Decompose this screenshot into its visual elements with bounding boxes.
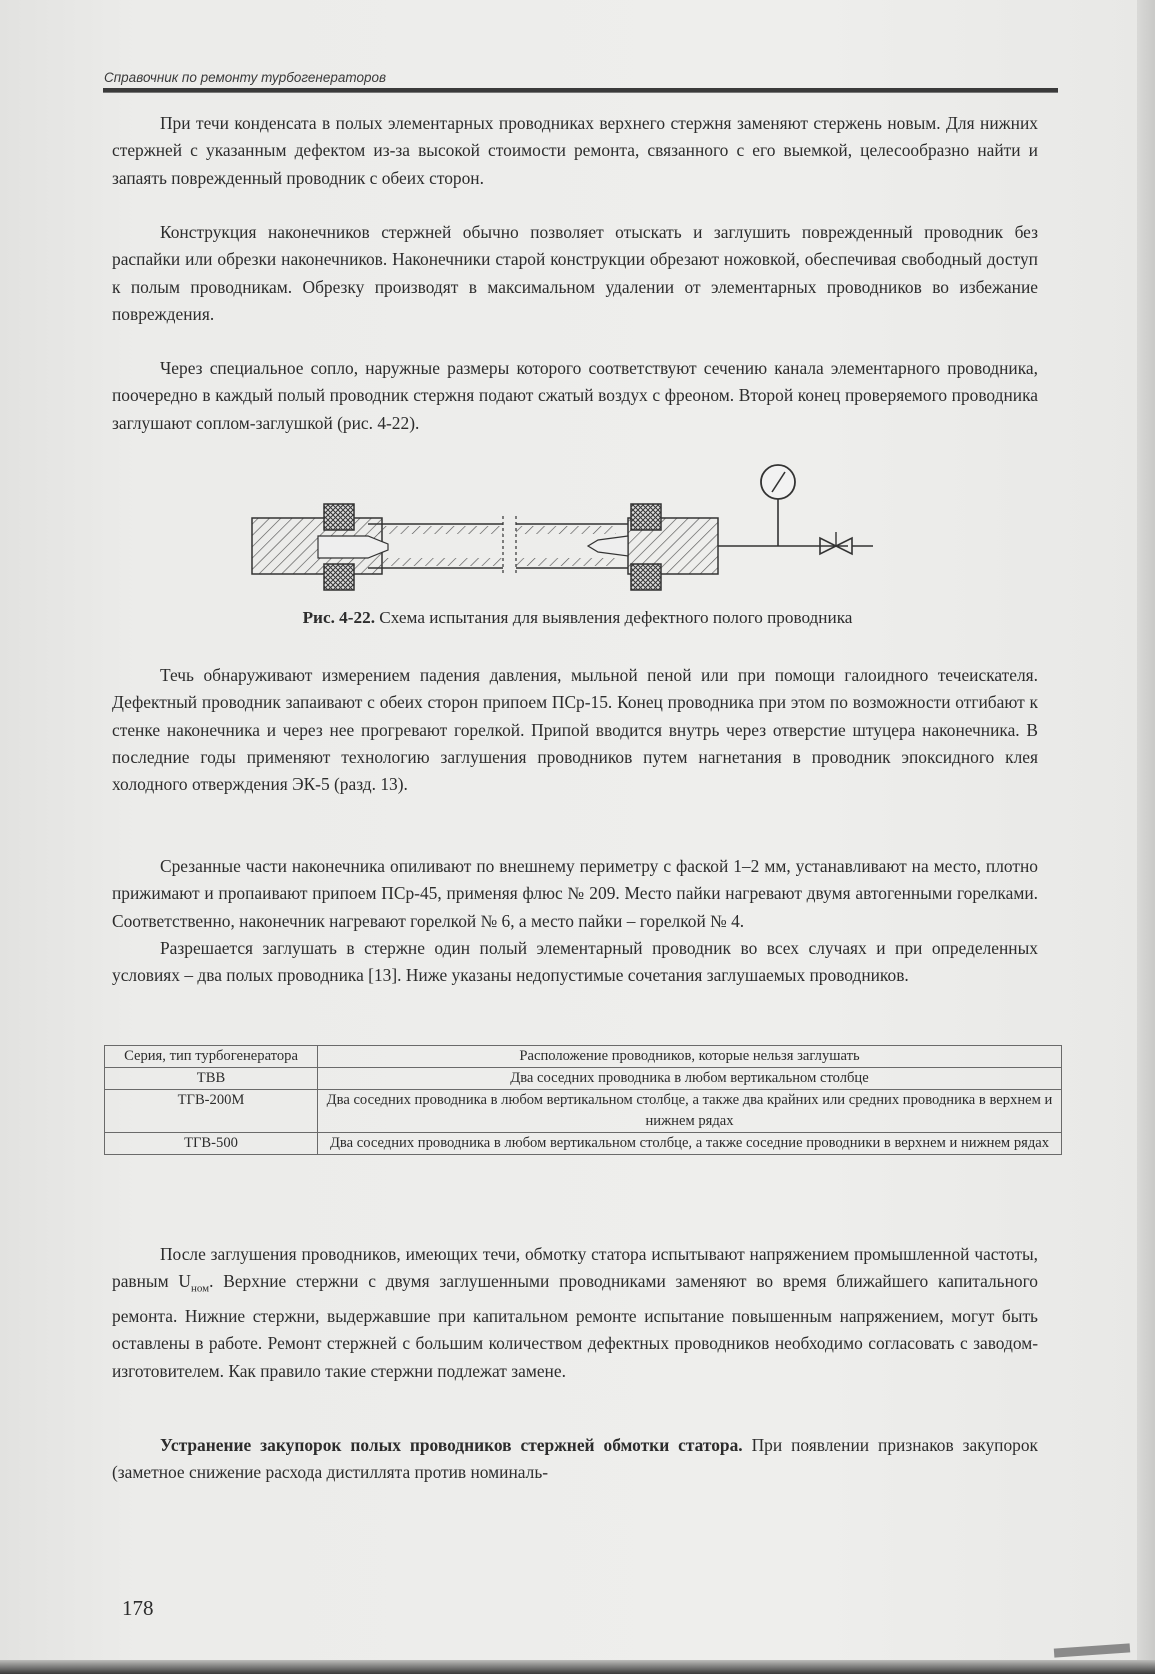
table-cell-type: ТГВ-200М bbox=[105, 1090, 318, 1133]
table-row bbox=[105, 1133, 1062, 1155]
paragraph-7-text: После заглушения проводников, имеющих течи, обмотку статора испытывают напряжением промышленной частоты, равным U bbox=[112, 1244, 1038, 1292]
page-edge-shadow bbox=[1137, 0, 1155, 1674]
figure-caption-text: Схема испытания для выявления дефектного полого проводника bbox=[375, 608, 853, 627]
table-header-row bbox=[105, 1046, 1062, 1068]
paragraph-3: Через специальное сопло, наружные размеры которого соответствуют сечению канала элементарного проводника, поочередно в каждый полый проводник стержня подают сжатый воздух с фреоном. Второй конец проверяемого проводника заглушают соплом-заглушкой (рис. 4-22). bbox=[112, 358, 1038, 433]
left-nozzle-assembly bbox=[252, 504, 388, 590]
table-cell-rule: Два соседних проводника в любом вертикальном столбце, а также два крайних или средних проводника в верхнем и нижнем рядах bbox=[318, 1090, 1062, 1133]
table-row bbox=[105, 1068, 1062, 1090]
right-plug-nozzle bbox=[588, 504, 718, 590]
forbidden-combinations-table bbox=[104, 1045, 1062, 1155]
figure-number: Рис. 4-22. bbox=[302, 608, 375, 627]
valve-icon bbox=[820, 532, 873, 554]
paragraph-7-text-cont: . Верхние стержни с двумя заглушенными проводниками заменяют во время ближайшего капитального ремонта. Нижние стержни, выдержавшие при капитальном ремонте испытание повышенным напряжением, могут быть оставлены в работе. Ремонт стержней с большим количеством дефектных проводников необходимо согласовать с заводом-изготовителем. Как правило такие стержни подлежат замене. bbox=[112, 1271, 1038, 1381]
table-row bbox=[105, 1090, 1062, 1133]
pressure-gauge-icon bbox=[761, 465, 795, 499]
paragraph-8-text: При появлении признаков закупорок (заметное снижение расхода дистиллята против номиналь- bbox=[112, 1435, 1038, 1483]
table-cell-rule: Два соседних проводника в любом вертикальном столбце, а также соседние проводники в верхнем и нижнем рядах bbox=[318, 1133, 1062, 1155]
header-rule bbox=[103, 88, 1058, 93]
paragraph-7 bbox=[112, 1241, 1038, 1385]
paragraph-6: Разрешается заглушать в стержне один полый элементарный проводник во всех случаях и при определенных условиях – два полых проводника [13]. Ниже указаны недопустимые сочетания заглушаемых проводников. bbox=[112, 938, 1038, 986]
paragraph-4: Течь обнаруживают измерением падения давления, мыльной пеной или при помощи галоидного течеискателя. Дефектный проводник запаивают с обеих сторон припоем ПСр-15. Конец проводника при этом по возможности отгибают к стенке наконечника и через нее прогревают горелкой. Припой вводится внутрь через отверстие штуцера наконечника. В последние годы применяют технологию заглушения проводников путем нагнетания в проводник эпоксидного клея холодного отверждения ЭК-5 (разд. 13). bbox=[112, 665, 1038, 795]
table-cell-type: ТВВ bbox=[105, 1068, 318, 1090]
paragraph-8 bbox=[112, 1432, 1038, 1487]
table-cell-rule: Два соседних проводника в любом вертикальном столбце bbox=[318, 1068, 1062, 1090]
section-heading-inline: Устранение закупорок полых проводников стержней обмотки статора. bbox=[160, 1435, 743, 1455]
paragraph-2: Конструкция наконечников стержней обычно позволяет отыскать и заглушить поврежденный проводник без распайки или обрезки наконечников. Наконечники старой конструкции обрезают ножовкой, обеспечивая свободный доступ к полым проводникам. Обрезку производят в максимальном удалении от элементарных проводников во избежание повреждения. bbox=[112, 222, 1038, 324]
paragraph-1: При течи конденсата в полых элементарных проводниках верхнего стержня заменяют стержень новым. Для нижних стержней с указанным дефектом из-за высокой стоимости ремонта, связанного с его выемкой, целесообразно найти и запаять поврежденный проводник с обеих сторон. bbox=[112, 113, 1038, 188]
table-header-cell: Серия, тип турбогенератора bbox=[105, 1046, 318, 1068]
table-header-cell: Расположение проводников, которые нельзя заглушать bbox=[318, 1046, 1062, 1068]
scanner-bottom-edge bbox=[0, 1660, 1155, 1674]
figure-caption bbox=[0, 608, 1155, 628]
nominal-subscript: ном bbox=[190, 1282, 210, 1295]
table-cell-type: ТГВ-500 bbox=[105, 1133, 318, 1155]
running-header: Справочник по ремонту турбогенераторов bbox=[104, 70, 387, 85]
test-scheme-figure bbox=[248, 460, 908, 600]
paragraph-5: Срезанные части наконечника опиливают по внешнему периметру с фаской 1–2 мм, устанавливают на место, плотно прижимают и пропаивают припоем ПСр-45, применяя флюс № 209. Место пайки нагревают двумя автогенными горелками. Соответственно, наконечник нагревают горелкой № 6, а место пайки – горелкой № 4. bbox=[112, 856, 1038, 931]
page-number: 178 bbox=[122, 1596, 154, 1620]
